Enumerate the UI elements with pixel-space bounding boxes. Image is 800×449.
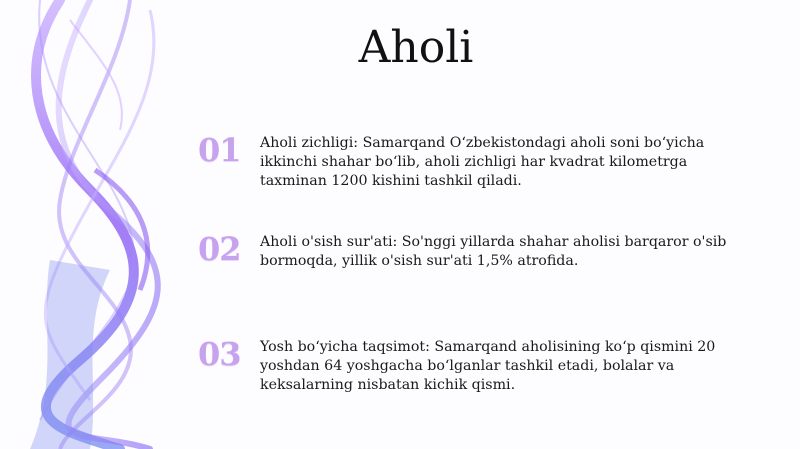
item-number: 01: [198, 131, 241, 169]
item-number: 03: [198, 335, 241, 373]
item-text: Aholi zichligi: Samarqand O‘zbekistondagi aholi soni bo‘yicha ikkinchi shahar bo‘lib, aholi zichligi har kvadrat kilometrga taxminan 1200 kishini tashkil qiladi.: [260, 135, 705, 189]
item-text: Yosh bo‘yicha taqsimot: Samarqand aholisining ko‘p qismini 20 yoshdan 64 yoshgacha bo‘lganlar tashkil etadi, bolalar va keksalarning nisbatan kichik qismi.: [260, 339, 716, 393]
slide-title: Aholi: [358, 22, 474, 73]
item-text: Aholi o'sish sur'ati: So'nggi yillarda shahar aholisi barqaror o'sib bormoqda, yillik o'sish sur'ati 1,5% atrofida.: [260, 234, 727, 269]
item-number: 02: [198, 230, 241, 268]
